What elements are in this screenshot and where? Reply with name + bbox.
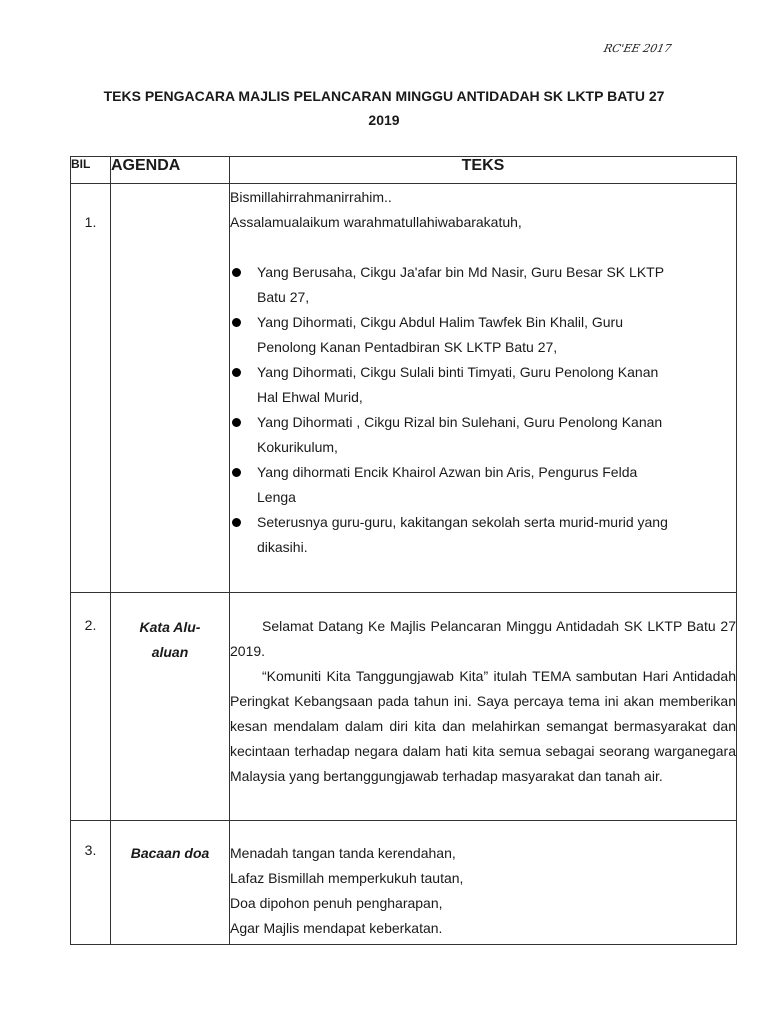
bullet-icon	[232, 318, 241, 327]
list-item-text: Kokurikulum,	[257, 439, 338, 455]
agenda-cell: Bacaan doa	[111, 821, 230, 945]
opening-line: Bismillahirrahmanirrahim..	[230, 189, 392, 205]
doa-line: Agar Majlis mendapat keberkatan.	[230, 920, 443, 936]
agenda-table	[70, 156, 737, 945]
list-item-text: Seterusnya guru-guru, kakitangan sekolah serta murid-murid yang	[257, 514, 668, 530]
list-item-text: Penolong Kanan Pentadbiran SK LKTP Batu 27,	[257, 339, 558, 355]
table-row	[71, 821, 737, 945]
agenda-label: Kata Alu-	[139, 619, 201, 635]
list-item-text: Yang dihormati Encik Khairol Azwan bin Aris, Pengurus Felda	[257, 464, 638, 480]
row-number: 2.	[71, 593, 111, 821]
agenda-cell	[111, 593, 230, 821]
title-line-1: TEKS PENGACARA MAJLIS PELANCARAN MINGGU ANTIDADAH SK LKTP BATU 27	[103, 88, 665, 104]
list-item-text: dikasihi.	[257, 539, 308, 555]
table-header-row	[71, 157, 737, 184]
theme-paragraph: “Komuniti Kita Tanggungjawab Kita” itulah TEMA sambutan Hari Antidadah Peringkat Kebangsaan pada tahun ini. Saya percaya tema ini akan memberikan kesan mendalam dalam diri kita dan melahirkan semangat bermasyarakat dan kecintaan terhadap negara dalam hati kita semua sebagai seorang warganegara Malaysia yang bertanggungjawab terhadap masyarakat dan tanah air.	[230, 668, 736, 784]
list-item-text: Batu 27,	[257, 289, 310, 305]
row-number: 1.	[71, 184, 111, 593]
bullet-icon	[232, 368, 241, 377]
document-title	[70, 84, 698, 132]
spacer	[230, 235, 736, 260]
list-item	[230, 510, 736, 560]
doa-line: Doa dipohon penuh pengharapan,	[230, 895, 443, 911]
table-row	[71, 184, 737, 593]
list-item-text: Yang Dihormati, Cikgu Sulali binti Timyati, Guru Penolong Kanan	[257, 364, 659, 380]
list-item-text: Lenga	[257, 489, 296, 505]
row-number: 3.	[71, 821, 111, 945]
list-item-text: Hal Ehwal Murid,	[257, 389, 363, 405]
bullet-icon	[232, 268, 241, 277]
agenda-cell	[111, 184, 230, 593]
header-teks: TEKS	[230, 157, 737, 184]
list-item-text: Yang Dihormati , Cikgu Rizal bin Sulehani, Guru Penolong Kanan	[257, 414, 663, 430]
list-item	[230, 360, 736, 410]
teks-cell	[230, 184, 737, 593]
list-item	[230, 410, 736, 460]
list-item-text: Yang Berusaha, Cikgu Ja'afar bin Md Nasir, Guru Besar SK LKTP	[257, 264, 665, 280]
agenda-label: aluan	[151, 644, 189, 660]
teks-cell	[230, 593, 737, 821]
bullet-icon	[232, 468, 241, 477]
header-bil: BIL	[71, 157, 111, 184]
greeting-list	[230, 260, 736, 560]
list-item	[230, 310, 736, 360]
bullet-icon	[232, 418, 241, 427]
doa-line: Lafaz Bismillah memperkukuh tautan,	[230, 870, 464, 886]
bullet-icon	[232, 518, 241, 527]
welcome-paragraph: Selamat Datang Ke Majlis Pelancaran Minggu Antidadah SK LKTP Batu 27 2019.	[230, 618, 736, 659]
list-item	[230, 460, 736, 510]
list-item-text: Yang Dihormati, Cikgu Abdul Halim Tawfek Bin Khalil, Guru	[257, 314, 623, 330]
table-row	[71, 593, 737, 821]
teks-cell	[230, 821, 737, 945]
opening-line: Assalamualaikum warahmatullahiwabarakatuh,	[230, 214, 522, 230]
doa-line: Menadah tangan tanda kerendahan,	[230, 845, 456, 861]
list-item	[230, 260, 736, 310]
title-line-2: 2019	[368, 112, 400, 128]
header-agenda: AGENDA	[111, 157, 230, 184]
signature: RC'EE 2017	[602, 42, 673, 55]
